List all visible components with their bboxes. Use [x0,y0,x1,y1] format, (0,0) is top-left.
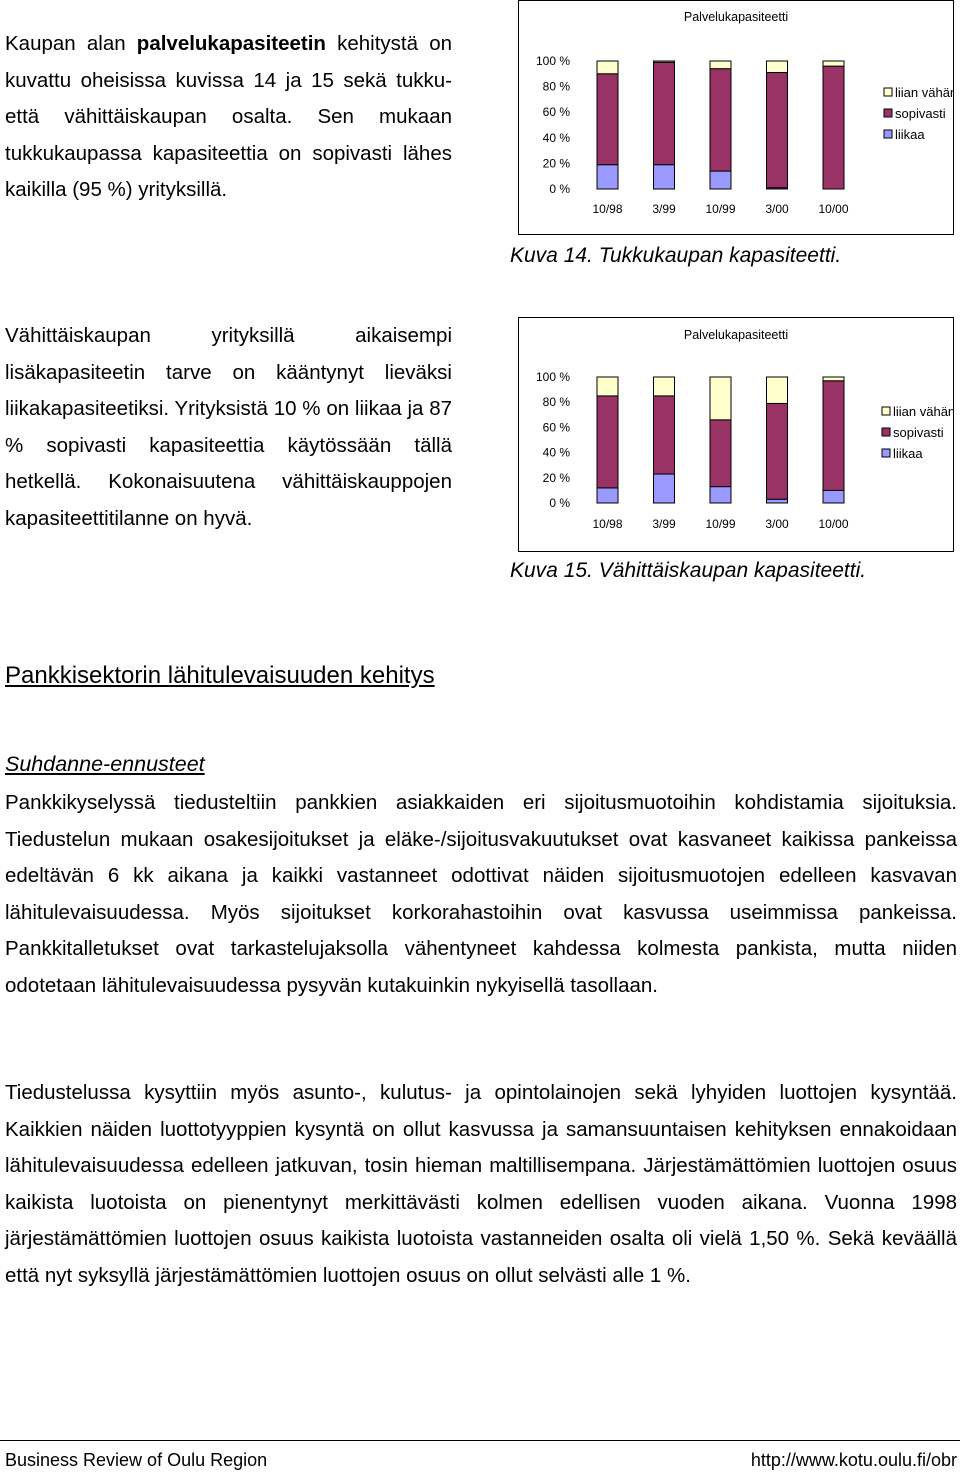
chart15-title: Palvelukapasiteetti [683,328,789,342]
section-paragraph-2: Tiedustelussa kysyttiin myös asunto-, kulutus- ja opintolainojen sekä lyhyiden luottojen kysyntää. Kaikkien näiden luottotyyppien kysyntä on ollut kasvussa ja samansuuntaisen kehityksen ennakoidaan lähitulevaisuudessa edelleen jatkuvan, tosin hieman maltillisempana. Järjestämättömien luottojen osuus kaikista luotoista on pienentynyt merkittävästi kolmen edellisen vuoden aikana. Vuonna 1998 järjestämättömien luottojen osuus kaikista luotoista vastanneiden osalta oli vielä 1,50 %. Sekä keväällä että nyt syksyllä järjestämättömien luottojen osuus on ollut selvästi alle 1 %. [5,1081,957,1287]
chart14-ytick-label: 100 % [535,54,570,68]
intro-paragraph-1-rest: kehitystä on kuvattu oheisissa kuvissa 14 ja 15 sekä tukku- että vähittäiskaupan osalta. Sen mukaan tukkukaupassa kapasiteettia on sopivasti lähes kaikilla (95 %) yrityksillä. [5,32,452,201]
chart14-legend-swatch [884,130,892,138]
footer-publication: Business Review of Oulu Region [5,1450,268,1470]
chart15-ytick-label: 20 % [542,470,570,485]
chart14-ytick-label: 80 % [542,79,570,94]
chart15-legend-swatch [882,428,890,436]
chart14-bar-liian-vähän [597,61,618,74]
chart-15 [519,318,953,551]
intro-paragraph-1-start: Kaupan alan [5,32,137,55]
chart14-ytick-label: 0 % [549,182,570,196]
chart14-ytick-label: 60 % [542,105,570,120]
chart14-category-label: 3/00 [765,202,789,216]
section-subheading: Suhdanne-ennusteet [5,752,205,776]
chart14-bar-liikaa [710,171,731,189]
chart15-category-label: 10/98 [592,517,623,531]
footer-url[interactable]: http://www.kotu.oulu.fi/obr [750,1450,957,1470]
chart14-legend-swatch [884,109,892,117]
chart14-bar-liikaa [654,165,675,189]
chart-14 [519,1,953,234]
chart15-bar-liian-vähän [654,377,675,396]
chart14-ytick-label: 20 % [542,156,570,171]
chart15-bar-sopivasti [767,403,788,499]
chart15-ytick-label: 80 % [542,395,570,410]
chart14-bar-sopivasti [767,73,788,188]
chart15-ytick-label: 0 % [549,496,570,510]
chart14-category-label: 3/99 [652,202,676,216]
chart14-bar-sopivasti [654,62,675,164]
chart15-bar-liikaa [767,499,788,503]
intro-paragraph-1-bold: palvelukapasiteetin [136,32,326,55]
chart15-bar-liian-vähän [597,377,618,396]
chart14-bar-liian-vähän [710,61,731,69]
chart14-legend-swatch [884,88,892,96]
chart15-category-label: 10/00 [818,517,849,531]
chart15-bar-liian-vähän [710,377,731,420]
chart15-bar-sopivasti [710,420,731,487]
intro-paragraph-1 [5,26,452,209]
chart15-bar-liikaa [823,490,844,503]
chart14-bar-liian-vähän [654,61,675,62]
chart14-bar-sopivasti [597,74,618,165]
chart14-bar-sopivasti [823,66,844,189]
chart15-ytick-label: 60 % [542,420,570,435]
chart15-bar-liikaa [710,487,731,503]
chart15-ytick-label: 40 % [542,445,570,460]
chart14-category-label: 10/98 [592,202,623,216]
chart15-bar-liian-vähän [823,377,844,381]
chart15-legend-label: liian vähän [893,404,953,419]
chart15-legend-swatch [882,449,890,457]
chart15-bar-liikaa [597,488,618,503]
intro-paragraph-2: Vähittäiskaupan yrityksillä aikaisempi lisäkapasiteetin tarve on kääntynyt lieväksi liikakapasiteetiksi. Yrityksistä 10 % on liikaa ja 87 % sopivasti kapasiteettia käytössään tällä hetkellä. Kokonaisuutena vähittäiskauppojen kapasiteettitilanne on hyvä. [5,324,452,530]
chart15-bar-sopivasti [654,396,675,474]
chart15-bar-liikaa [654,474,675,503]
section-paragraph-1: Pankkikyselyssä tiedusteltiin pankkien asiakkaiden eri sijoitusmuotoihin kohdistamia sijoituksia. Tiedustelun mukaan osakesijoitukset ja eläke-/sijoitusvakuutukset ovat kasvaneet kaikissa pankeissa edeltävän 6 kk aikana ja kaikki vastanneet odottivat näiden sijoitusmuotojen edelleen kasvavan lähitulevaisuudessa. Myös sijoitukset korkorahastoihin ovat kasvussa useimmissa pankeissa. Pankkitalletukset ovat tarkastelujaksolla vähentyneet kahdessa kolmesta pankista, mutta niiden odotetaan lähitulevaisuudessa pysyvän kutakuinkin nykyisellä tasollaan. [5,791,957,997]
footer-divider [0,1440,960,1441]
chart15-category-label: 3/00 [765,517,789,531]
chart15-legend-swatch [882,407,890,415]
chart14-bar-liian-vähän [823,61,844,66]
chart15-bar-sopivasti [597,396,618,488]
section-heading: Pankkisektorin lähitulevaisuuden kehitys [5,662,435,689]
chart14-category-label: 10/99 [705,202,736,216]
chart15-category-label: 10/99 [705,517,736,531]
chart15-category-label: 3/99 [652,517,676,531]
chart-15-frame [518,317,954,552]
chart14-bar-sopivasti [710,69,731,171]
chart-14-frame [518,0,954,235]
chart15-bar-sopivasti [823,381,844,491]
chart14-legend-label: sopivasti [895,106,946,121]
chart15-legend-label: liikaa [893,446,923,461]
chart14-title: Palvelukapasiteetti [683,10,789,24]
chart14-legend-label: liian vähän [895,85,953,100]
chart15-bar-liian-vähän [767,377,788,403]
chart14-ytick-label: 40 % [542,130,570,145]
chart14-legend-label: liikaa [895,127,925,142]
chart14-category-label: 10/00 [818,202,849,216]
figure-15-caption: Kuva 15. Vähittäiskaupan kapasiteetti. [510,559,867,582]
figure-14-caption: Kuva 14. Tukkukaupan kapasiteetti. [510,244,842,267]
chart15-ytick-label: 100 % [535,370,570,384]
chart14-bar-liian-vähän [767,61,788,73]
chart15-legend-label: sopivasti [893,425,944,440]
chart14-bar-liikaa [597,165,618,189]
